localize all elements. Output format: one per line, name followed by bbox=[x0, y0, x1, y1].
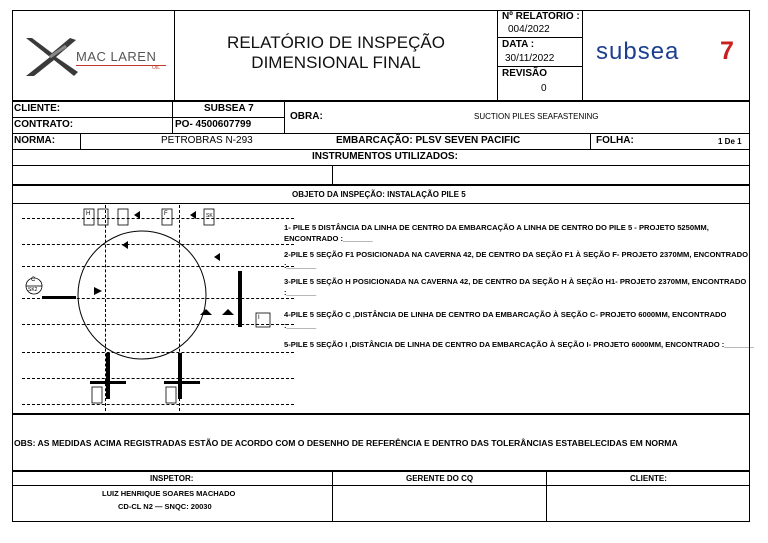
mac-laren-logo bbox=[20, 34, 170, 80]
report-no-value: 004/2022 bbox=[508, 24, 550, 35]
client-label: CLIENTE: bbox=[14, 103, 61, 114]
sheet-value: 1 De 1 bbox=[718, 137, 742, 146]
inspection-item-5: 5-PILE 5 SEÇÃO I ,DISTÂNCIA DE LINHA DE CENTRO DA EMBARCAÇÃO À SEÇÃO I- PROJETO 6000MM, ENCONTRADO :_______ bbox=[284, 340, 754, 349]
inspection-item-1: 1- PILE 5 DISTÂNCIA DA LINHA DE CENTRO DA EMBARCAÇÃO A LINHA DE CENTRO DO PILE 5 - PROJETO 5250MM, ENCONTRADO :_______ bbox=[284, 223, 709, 243]
revision-value: 0 bbox=[541, 83, 547, 94]
pile-drawing bbox=[14, 205, 282, 411]
section-c-sub: SK2 bbox=[28, 287, 38, 293]
subsea7-logo: subsea 7 bbox=[596, 37, 734, 65]
sheet-label: FOLHA: bbox=[596, 135, 634, 146]
mac-laren-x-icon bbox=[20, 34, 80, 80]
date-label: DATA : bbox=[502, 39, 535, 50]
instruments-label: INSTRUMENTOS UTILIZADOS: bbox=[312, 151, 458, 162]
inspection-item-3: 3-PILE 5 SEÇÃO H POSICIONADA NA CAVERNA 42, DE CENTRO DA SEÇÃO H À SEÇÃO H1- PROJETO 2370MM, ENCONTRADO :_______ bbox=[284, 277, 747, 297]
contract-value: PO- 4500607799 bbox=[175, 119, 252, 130]
inspector-cert: CD-CL N2 — SNQC: 20030 bbox=[118, 502, 212, 511]
norm-value: PETROBRAS N-293 bbox=[161, 135, 253, 146]
client-value: SUBSEA 7 bbox=[204, 103, 254, 114]
report-no-label: Nº RELATORIO : bbox=[502, 11, 580, 22]
revision-label: REVISÃO bbox=[502, 68, 548, 79]
mac-laren-sub: OIL bbox=[152, 65, 161, 71]
report-title: RELATÓRIO DE INSPEÇÃO DIMENSIONAL FINAL bbox=[227, 33, 445, 72]
inspection-item-4: 4-PILE 5 SEÇÃO C ,DISTÂNCIA DE LINHA DE CENTRO DA EMBARCAÇÃO À SEÇÃO C- PROJETO 6000MM, ENCONTRADO :_______ bbox=[284, 310, 727, 330]
object-label: OBJETO DA INSPEÇÃO: INSTALAÇÃO PILE 5 bbox=[292, 190, 466, 199]
inspection-item-2: 2-PILE 5 SEÇÃO F1 POSICIONADA NA CAVERNA 42, DE CENTRO DA SEÇÃO F1 À SEÇÃO F- PROJETO 2370MM, ENCONTRADO :_______ bbox=[284, 250, 748, 270]
obra-label: OBRA: bbox=[290, 111, 323, 122]
date-value: 30/11/2022 bbox=[505, 53, 555, 64]
inspector-label: INSPETOR: bbox=[150, 474, 194, 483]
vessel-label: EMBARCAÇÃO: PLSV SEVEN PACIFIC bbox=[336, 135, 521, 146]
obs-text: OBS: AS MEDIDAS ACIMA REGISTRADAS ESTÃO DE ACORDO COM O DESENHO DE REFERÊNCIA E DENTRO DAS TOLERÂNCIAS ESTABELECIDAS EM NORMA bbox=[14, 438, 678, 448]
pile-circle bbox=[14, 205, 282, 411]
manager-label: GERENTE DO CQ bbox=[406, 474, 474, 483]
norm-label: NORMA: bbox=[14, 135, 56, 146]
inspector-name: LUIZ HENRIQUE SOARES MACHADO bbox=[102, 489, 236, 498]
section-f-label: F bbox=[164, 211, 168, 217]
section-h-label: H bbox=[86, 211, 91, 217]
section-c-label: C bbox=[31, 277, 36, 283]
contract-label: CONTRATO: bbox=[14, 119, 74, 130]
sign-client-label: CLIENTE: bbox=[630, 474, 667, 483]
obra-value: SUCTION PILES SEAFASTENING bbox=[474, 112, 599, 121]
mac-laren-text: MAC LAREN bbox=[76, 49, 157, 64]
section-sk-label: SK bbox=[206, 213, 213, 219]
section-i-label: I bbox=[258, 315, 260, 321]
